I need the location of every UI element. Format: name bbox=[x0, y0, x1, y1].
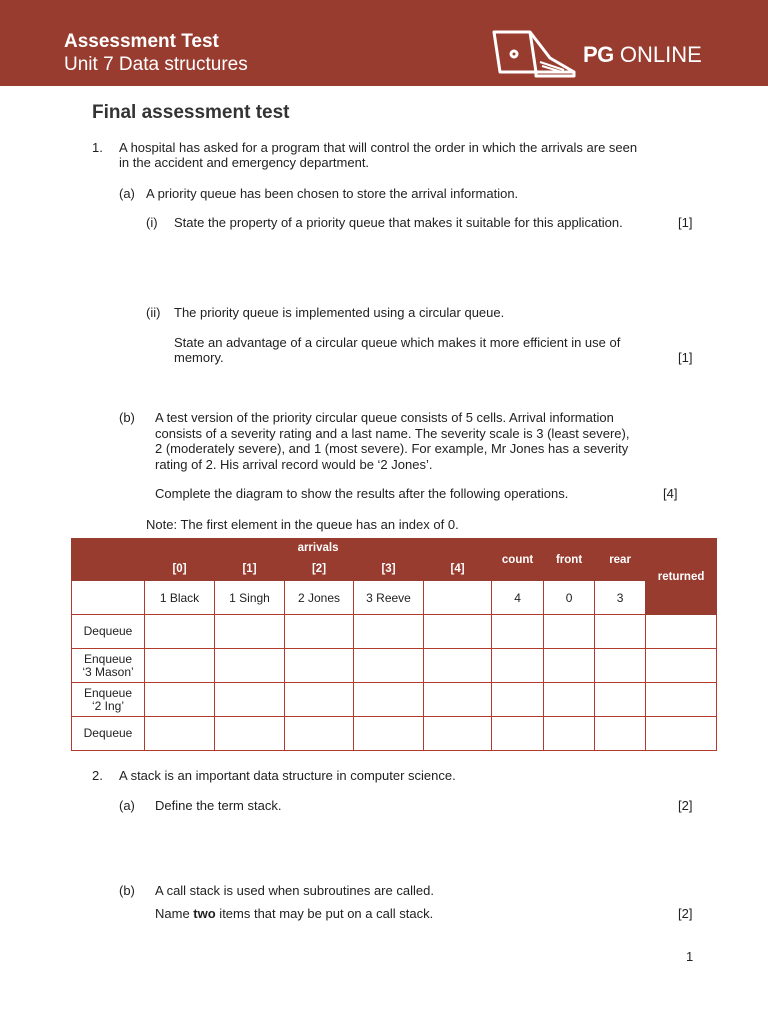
q1b-marks: [4] bbox=[663, 486, 678, 501]
answer-cell[interactable] bbox=[285, 717, 354, 751]
q1-line2: in the accident and emergency department. bbox=[119, 155, 370, 170]
answer-cell[interactable] bbox=[354, 717, 424, 751]
initial-cell-3: 3 Reeve bbox=[354, 581, 424, 615]
initial-front: 0 bbox=[544, 581, 595, 615]
answer-cell[interactable] bbox=[544, 615, 595, 649]
laptop-logo-icon bbox=[490, 28, 578, 80]
initial-rear: 3 bbox=[595, 581, 646, 615]
header-title: Assessment Test bbox=[64, 31, 219, 52]
q1-number: 1. bbox=[92, 140, 103, 155]
q1b-line1: A test version of the priority circular queue consists of 5 cells. Arrival information bbox=[155, 410, 614, 425]
page-number: 1 bbox=[686, 949, 694, 964]
q1aii-text: The priority queue is implemented using a circular queue. bbox=[174, 305, 505, 320]
header-index-0: [0] bbox=[145, 558, 215, 581]
q1b-line2: consists of a severity rating and a last name. The severity scale is 3 (least severe), bbox=[155, 426, 630, 441]
answer-cell[interactable] bbox=[215, 683, 285, 717]
arrivals-header: arrivals bbox=[145, 539, 492, 558]
header-rear: rear bbox=[595, 539, 646, 581]
answer-cell[interactable] bbox=[145, 683, 215, 717]
answer-cell[interactable] bbox=[215, 717, 285, 751]
answer-cell[interactable] bbox=[145, 649, 215, 683]
answer-cell[interactable] bbox=[424, 683, 492, 717]
answer-cell[interactable] bbox=[492, 615, 544, 649]
answer-cell[interactable] bbox=[595, 649, 646, 683]
q2-text: A stack is an important data structure in computer science. bbox=[119, 768, 456, 783]
q1a-label: (a) bbox=[119, 186, 135, 201]
q1ai-marks: [1] bbox=[678, 215, 693, 230]
q2b-text: A call stack is used when subroutines are called. bbox=[155, 883, 434, 898]
table-row-initial bbox=[72, 581, 717, 615]
answer-cell[interactable] bbox=[285, 615, 354, 649]
q2-number: 2. bbox=[92, 768, 103, 783]
table-row bbox=[72, 649, 717, 683]
row-label-dequeue-2: Dequeue bbox=[72, 717, 145, 751]
answer-cell[interactable] bbox=[595, 683, 646, 717]
page-header bbox=[0, 0, 768, 86]
answer-cell[interactable] bbox=[646, 683, 717, 717]
header-count: count bbox=[492, 539, 544, 581]
q1aii-marks: [1] bbox=[678, 350, 693, 365]
answer-cell[interactable] bbox=[646, 649, 717, 683]
q2b-text2: Name two items that may be put on a call stack. bbox=[155, 906, 434, 921]
header-returned: returned bbox=[646, 539, 717, 615]
answer-cell[interactable] bbox=[595, 615, 646, 649]
answer-cell[interactable] bbox=[595, 717, 646, 751]
row-label-enqueue-ing: Enqueue ‘2 Ing’ bbox=[72, 683, 145, 717]
initial-cell-0: 1 Black bbox=[145, 581, 215, 615]
answer-cell[interactable] bbox=[145, 717, 215, 751]
q1b-line4: rating of 2. His arrival record would be ‘2 Jones’. bbox=[155, 457, 433, 472]
q2b-marks: [2] bbox=[678, 906, 693, 921]
q2a-label: (a) bbox=[119, 798, 135, 813]
answer-cell[interactable] bbox=[424, 717, 492, 751]
answer-cell[interactable] bbox=[646, 615, 717, 649]
answer-cell[interactable] bbox=[285, 683, 354, 717]
page-title: Final assessment test bbox=[92, 102, 290, 123]
answer-cell[interactable] bbox=[215, 649, 285, 683]
q1b-note: Note: The first element in the queue has an index of 0. bbox=[146, 517, 459, 532]
q1aii-label: (ii) bbox=[146, 305, 161, 320]
answer-cell[interactable] bbox=[492, 717, 544, 751]
row-label-dequeue-1: Dequeue bbox=[72, 615, 145, 649]
answer-cell[interactable] bbox=[354, 615, 424, 649]
brand-logo-text: PG ONLINE bbox=[583, 42, 702, 67]
table-row bbox=[72, 683, 717, 717]
initial-cell-2: 2 Jones bbox=[285, 581, 354, 615]
q1ai-text: State the property of a priority queue that makes it suitable for this application. bbox=[174, 215, 623, 230]
answer-cell[interactable] bbox=[285, 649, 354, 683]
q2a-text: Define the term stack. bbox=[155, 798, 282, 813]
header-subtitle: Unit 7 Data structures bbox=[64, 54, 248, 75]
q1b-instruction: Complete the diagram to show the results after the following operations. bbox=[155, 486, 569, 501]
header-index-1: [1] bbox=[215, 558, 285, 581]
q1aii-text2b: memory. bbox=[174, 350, 224, 365]
answer-cell[interactable] bbox=[424, 649, 492, 683]
answer-cell[interactable] bbox=[646, 717, 717, 751]
answer-cell[interactable] bbox=[424, 615, 492, 649]
initial-cell-1: 1 Singh bbox=[215, 581, 285, 615]
answer-cell[interactable] bbox=[492, 683, 544, 717]
header-index-2: [2] bbox=[285, 558, 354, 581]
initial-count: 4 bbox=[492, 581, 544, 615]
answer-cell[interactable] bbox=[145, 615, 215, 649]
header-index-4: [4] bbox=[424, 558, 492, 581]
q1aii-text2a: State an advantage of a circular queue which makes it more efficient in use of bbox=[174, 335, 621, 350]
answer-cell[interactable] bbox=[544, 683, 595, 717]
q1-line1: A hospital has asked for a program that will control the order in which the arrivals are seen bbox=[119, 140, 638, 155]
answer-cell[interactable] bbox=[354, 649, 424, 683]
table-corner bbox=[72, 539, 145, 581]
answer-cell[interactable] bbox=[544, 649, 595, 683]
q2a-marks: [2] bbox=[678, 798, 693, 813]
header-index-3: [3] bbox=[354, 558, 424, 581]
header-front: front bbox=[544, 539, 595, 581]
row-label-enqueue-mason: Enqueue ‘3 Mason’ bbox=[72, 649, 145, 683]
initial-label-cell bbox=[72, 581, 145, 615]
table-row bbox=[72, 717, 717, 751]
answer-cell[interactable] bbox=[544, 717, 595, 751]
queue-table bbox=[71, 538, 717, 751]
initial-cell-4 bbox=[424, 581, 492, 615]
q1b-label: (b) bbox=[119, 410, 135, 425]
table-row bbox=[72, 615, 717, 649]
answer-cell[interactable] bbox=[354, 683, 424, 717]
q1ai-label: (i) bbox=[146, 215, 158, 230]
q1b-line3: 2 (moderately severe), and 1 (most severe). For example, Mr Jones has a severity bbox=[155, 441, 629, 456]
q2b-label: (b) bbox=[119, 883, 135, 898]
q1a-text: A priority queue has been chosen to store the arrival information. bbox=[146, 186, 519, 201]
answer-cell[interactable] bbox=[492, 649, 544, 683]
answer-cell[interactable] bbox=[215, 615, 285, 649]
